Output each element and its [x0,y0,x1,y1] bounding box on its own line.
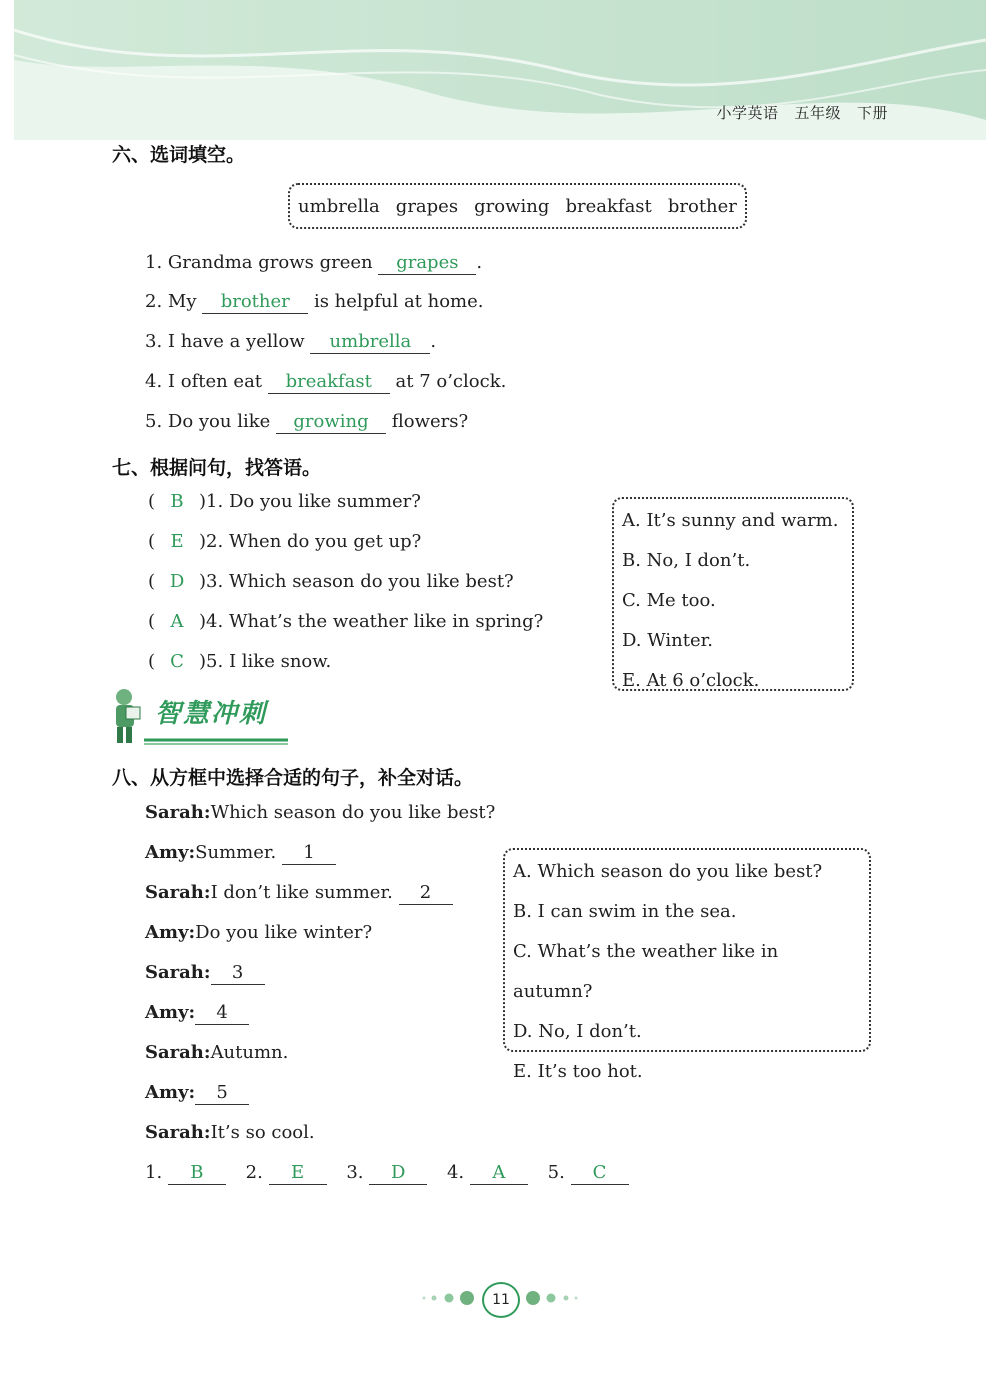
answer-num: 2. [245,1162,263,1183]
answer-blank: C [571,1162,629,1185]
option-item: C. What’s the weather like in autumn? [513,941,779,1002]
dialogue-line-1 [145,802,495,823]
dialogue-blank: 3 [211,962,265,985]
dialogue-line-4 [145,922,372,943]
speaker-colon: : [203,802,211,823]
dialogue-line-9 [145,1122,315,1143]
match-answer: D [169,571,185,592]
speaker-colon: : [203,882,211,903]
answer-blank: grapes [378,252,476,275]
speaker: Amy [145,922,189,943]
match-question: )5. I like snow. [199,651,332,672]
match-question: )1. Do you like summer? [199,491,421,512]
speaker-colon: : [188,922,196,943]
option-item: A. Which season do you like best? [513,861,823,882]
grade-label: 五年级 [794,104,841,122]
speaker-colon: : [203,1122,211,1143]
fill-item-5 [145,411,468,434]
page-number: 11 [482,1282,520,1318]
section8-title: 八、从方框中选择合适的句子，补全对话。 [112,767,474,789]
speaker: Sarah [145,1042,204,1063]
subject-label: 小学英语 [716,104,779,122]
speaker: Amy [145,1002,189,1023]
answer-num: 3. [346,1162,364,1183]
dialogue-line-5 [145,962,265,985]
open-paren: ( [148,491,156,512]
option-item: E. At 6 o’clock. [622,670,760,691]
answer-blank: D [369,1162,427,1185]
word-bank-item: brother [667,195,737,217]
item-text: is helpful at home. [313,291,484,312]
dialogue-text: Do you like winter? [195,922,373,943]
item-text: 5. Do you like [145,411,271,432]
match-question: )4. What’s the weather like in spring? [199,611,544,632]
speaker: Sarah [145,882,204,903]
match-item-2 [148,531,421,552]
fill-item-3 [145,331,436,354]
match-item-1 [148,491,421,512]
answer-blank: brother [202,291,308,314]
dialogue-line-3 [145,882,453,905]
speaker-colon: : [188,1082,196,1103]
match-item-4 [148,611,543,632]
answer-row [145,1162,629,1185]
dialogue-blank: 5 [195,1082,249,1105]
dialogue-text: It’s so cool. [210,1122,315,1143]
word-bank-item: grapes [395,195,459,217]
match-answer: B [170,491,184,512]
speaker-colon: : [188,1002,196,1023]
option-item: C. Me too. [622,590,716,611]
fill-item-1 [145,252,482,275]
item-text: . [430,331,437,352]
match-answer: A [170,611,184,632]
match-answer: E [170,531,184,552]
answer-num: 4. [446,1162,465,1183]
dialogue-text: Summer. [195,842,277,863]
speaker: Sarah [145,802,204,823]
open-paren: ( [148,611,156,632]
match-question: )3. Which season do you like best? [199,571,514,592]
open-paren: ( [148,651,156,672]
item-text: 2. My [145,291,197,312]
dialogue-line-8 [145,1082,249,1105]
option-item: A. It’s sunny and warm. [622,510,839,531]
dialogue-line-6 [145,1002,249,1025]
section6-title: 六、选词填空。 [112,144,246,166]
section8-options-box [503,848,871,1082]
answer-blank: growing [276,411,386,434]
word-bank-item: breakfast [565,195,652,217]
speaker-colon: : [203,962,211,983]
speaker-colon: : [203,1042,211,1063]
dialogue-line-2 [145,842,336,865]
word-bank-box [288,183,747,229]
option-item: E. It’s too hot. [513,1061,643,1082]
word-bank-item: growing [474,195,550,217]
speaker: Sarah [145,962,204,983]
dialogue-blank: 4 [195,1002,249,1025]
word-bank-item: umbrella [298,195,380,217]
item-text: flowers? [391,411,469,432]
item-text: at 7 o’clock. [395,371,507,392]
sprint-title: 智慧冲刺 [155,699,268,729]
answer-blank: A [470,1162,528,1185]
answer-blank: E [269,1162,327,1185]
option-item: B. I can swim in the sea. [513,901,737,922]
open-paren: ( [148,571,156,592]
dialogue-text: Autumn. [210,1042,289,1063]
fill-item-2 [145,291,484,314]
speaker: Sarah [145,1122,204,1143]
answer-blank: umbrella [310,331,430,354]
dialogue-blank: 1 [282,842,336,865]
speaker: Amy [145,1082,189,1103]
speaker: Amy [145,842,189,863]
match-item-5 [148,651,331,672]
book-series-label [700,102,888,123]
option-item: D. No, I don’t. [513,1021,642,1042]
answer-blank: breakfast [268,371,390,394]
term-label: 下册 [856,104,888,122]
answer-num: 5. [547,1162,565,1183]
dialogue-line-7 [145,1042,288,1063]
answer-blank: B [168,1162,226,1185]
match-answer: C [170,651,184,672]
item-text: 4. I often eat [145,371,263,392]
match-item-3 [148,571,514,592]
match-question: )2. When do you get up? [199,531,422,552]
item-text: 3. I have a yellow [145,331,305,352]
dialogue-text: I don’t like summer. [210,882,393,903]
speaker-colon: : [188,842,196,863]
dialogue-text: Which season do you like best? [210,802,496,823]
item-text: 1. Grandma grows green [145,252,373,273]
item-text: . [476,252,483,273]
answer-num: 1. [145,1162,163,1183]
dialogue-blank: 2 [399,882,453,905]
option-item: D. Winter. [622,630,714,651]
option-item: B. No, I don’t. [622,550,751,571]
section7-title: 七、根据问句，找答语。 [112,457,322,479]
section7-options-box [612,497,854,691]
fill-item-4 [145,371,506,394]
open-paren: ( [148,531,156,552]
